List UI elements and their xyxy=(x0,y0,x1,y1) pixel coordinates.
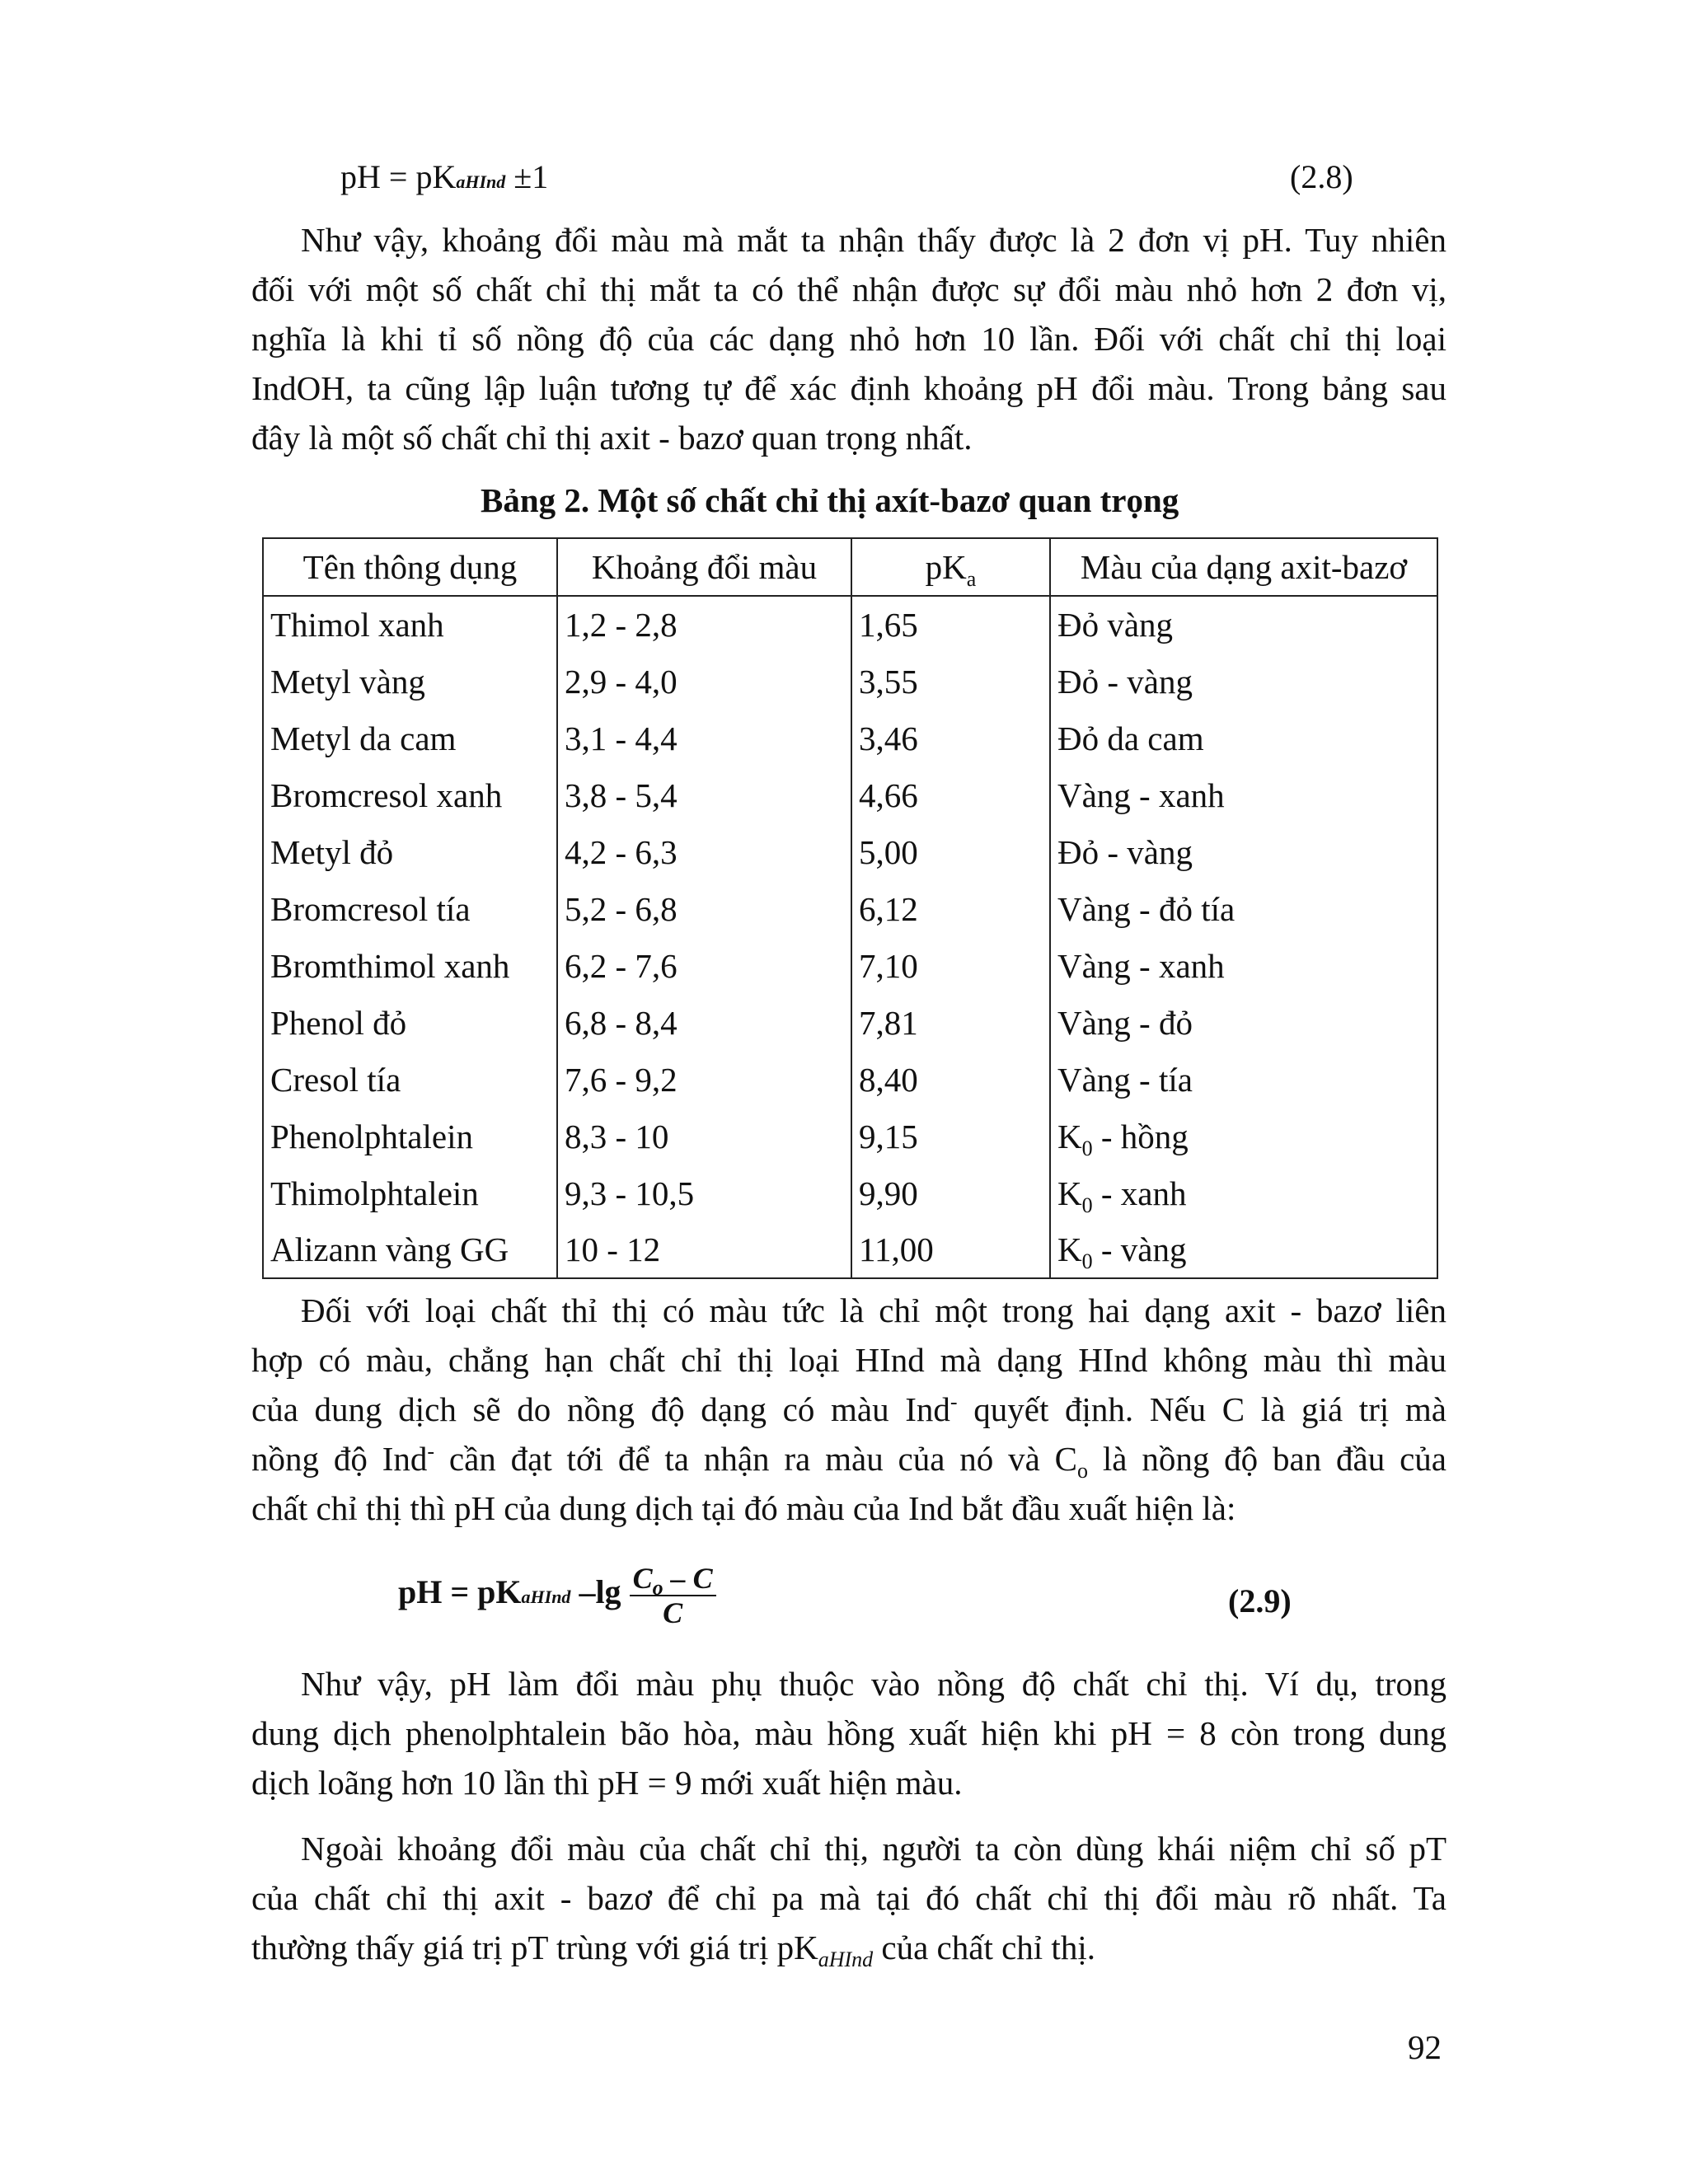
header-pka xyxy=(851,538,1050,596)
cell-pka: 6,12 xyxy=(851,880,1050,937)
subscript: aHInd xyxy=(818,1947,874,1972)
cell-range: 8,3 - 10 xyxy=(557,1108,851,1165)
fraction-numerator xyxy=(630,1562,716,1601)
table-caption: Bảng 2. Một số chất chỉ thị axít-bazơ quan trọng xyxy=(481,481,1179,519)
text: của dung dịch sẽ do nồng độ dạng có màu Ind xyxy=(251,1390,950,1428)
paragraph-line: nghĩa là khi tỉ số nồng độ của các dạng nhỏ hơn 10 lần. Đối với chất chỉ thị loại xyxy=(251,320,1447,358)
header-name: Tên thông dụng xyxy=(263,538,557,596)
table-row xyxy=(263,766,1437,823)
fraction-denominator: C xyxy=(663,1596,683,1629)
paragraph-line: Như vậy, khoảng đổi màu mà mắt ta nhận thấy được là 2 đơn vị pH. Tuy nhiên xyxy=(301,221,1447,259)
color-k-sub: 0 xyxy=(1081,1136,1093,1160)
formula-lhs: pH = pK xyxy=(340,158,457,195)
text: thường thấy giá trị pT trùng với giá trị pK xyxy=(251,1929,818,1966)
cell-pka: 1,65 xyxy=(851,596,1050,653)
cell-color: Đỏ - vàng xyxy=(1050,653,1437,710)
paragraph-line: Đối với loại chất thỉ thị có màu tức là chỉ một trong hai dạng axit - bazơ liên xyxy=(301,1291,1447,1329)
cell-name: Metyl vàng xyxy=(263,653,557,710)
formula-mid: –lg xyxy=(570,1573,621,1611)
cell-pka: 7,81 xyxy=(851,994,1050,1051)
cell-color: Vàng - xanh xyxy=(1050,937,1437,994)
formula-2-9 xyxy=(398,1562,716,1629)
paragraph-line xyxy=(251,1389,1447,1430)
paragraph-line: của chất chỉ thị axit - bazơ để chỉ pa mà tại đó chất chỉ thị đổi màu rõ nhất. Ta xyxy=(251,1879,1447,1917)
paragraph-line: Như vậy, pH làm đổi màu phụ thuộc vào nồng độ chất chỉ thị. Ví dụ, trong xyxy=(301,1665,1447,1703)
subscript: o xyxy=(1077,1459,1089,1483)
table-row xyxy=(263,1108,1437,1165)
cell-color: Vàng - đỏ xyxy=(1050,994,1437,1051)
cell-pka: 11,00 xyxy=(851,1221,1050,1278)
cell-name: Thimolphtalein xyxy=(263,1165,557,1221)
paragraph-line: Ngoài khoảng đổi màu của chất chỉ thị, người ta còn dùng khái niệm chỉ số pT xyxy=(301,1830,1447,1868)
color-k-sub: 0 xyxy=(1081,1193,1093,1217)
paragraph-line xyxy=(251,1927,1447,1972)
cell-name: Bromthimol xanh xyxy=(263,937,557,994)
superscript: - xyxy=(950,1390,958,1414)
page-number: 92 xyxy=(1408,2028,1442,2066)
cell-pka: 3,55 xyxy=(851,653,1050,710)
paragraph-line: hợp có màu, chẳng hạn chất chỉ thị loại HInd mà dạng HInd không màu thì màu xyxy=(251,1341,1447,1379)
cell-range: 9,3 - 10,5 xyxy=(557,1165,851,1221)
color-k-sub: 0 xyxy=(1081,1249,1093,1274)
numerator-rest: – C xyxy=(663,1562,713,1595)
cell-name: Cresol tía xyxy=(263,1051,557,1108)
paragraph-line xyxy=(251,1438,1447,1483)
text: nồng độ Ind xyxy=(251,1440,428,1478)
superscript: - xyxy=(427,1439,435,1464)
text: của chất chỉ thị. xyxy=(873,1929,1095,1966)
cell-pka: 5,00 xyxy=(851,823,1050,880)
cell-color xyxy=(1050,1165,1437,1221)
cell-name: Metyl đỏ xyxy=(263,823,557,880)
cell-range: 3,8 - 5,4 xyxy=(557,766,851,823)
cell-color: Đỏ vàng xyxy=(1050,596,1437,653)
color-rest: - vàng xyxy=(1092,1230,1187,1268)
text: quyết định. Nếu C là giá trị mà xyxy=(957,1390,1447,1428)
table-row xyxy=(263,823,1437,880)
text: cần đạt tới để ta nhận ra màu của nó và C xyxy=(434,1440,1078,1478)
cell-color: Vàng - xanh xyxy=(1050,766,1437,823)
paragraph-line: IndOH, ta cũng lập luận tương tự để xác định khoảng pH đổi màu. Trong bảng sau xyxy=(251,369,1447,407)
table-header-row xyxy=(263,538,1437,596)
equation-number-2-9: (2.9) xyxy=(1228,1582,1292,1619)
header-pka-sub: a xyxy=(966,567,977,592)
cell-name: Phenolphtalein xyxy=(263,1108,557,1165)
numerator-c: C xyxy=(632,1562,653,1595)
cell-name: Bromcresol tía xyxy=(263,880,557,937)
cell-name: Alizann vàng GG xyxy=(263,1221,557,1278)
cell-color: Đỏ da cam xyxy=(1050,710,1437,766)
cell-pka: 9,90 xyxy=(851,1165,1050,1221)
cell-range: 4,2 - 6,3 xyxy=(557,823,851,880)
text: là nồng độ ban đầu của xyxy=(1088,1440,1447,1478)
color-k: K xyxy=(1057,1117,1082,1155)
formula-rhs: ±1 xyxy=(505,158,549,195)
formula-subscript: aHInd xyxy=(521,1586,571,1608)
table-row xyxy=(263,994,1437,1051)
cell-range: 3,1 - 4,4 xyxy=(557,710,851,766)
cell-range: 6,8 - 8,4 xyxy=(557,994,851,1051)
color-k: K xyxy=(1057,1174,1082,1212)
cell-color: Vàng - đỏ tía xyxy=(1050,880,1437,937)
table-row xyxy=(263,1221,1437,1278)
table-row xyxy=(263,880,1437,937)
paragraph-line: chất chỉ thị thì pH của dung dịch tại đó màu của Ind bắt đầu xuất hiện là: xyxy=(251,1489,1236,1527)
cell-name: Metyl da cam xyxy=(263,710,557,766)
header-color: Màu của dạng axit-bazơ xyxy=(1050,538,1437,596)
cell-pka: 9,15 xyxy=(851,1108,1050,1165)
cell-range: 1,2 - 2,8 xyxy=(557,596,851,653)
table-row xyxy=(263,653,1437,710)
paragraph-line: dung dịch phenolphtalein bão hòa, màu hồng xuất hiện khi pH = 8 còn trong dung xyxy=(251,1714,1447,1752)
formula-lhs: pH = pK xyxy=(398,1573,522,1611)
cell-name: Thimol xanh xyxy=(263,596,557,653)
cell-range: 2,9 - 4,0 xyxy=(557,653,851,710)
cell-name: Phenol đỏ xyxy=(263,994,557,1051)
cell-color xyxy=(1050,1108,1437,1165)
cell-pka: 4,66 xyxy=(851,766,1050,823)
cell-pka: 3,46 xyxy=(851,710,1050,766)
cell-name: Bromcresol xanh xyxy=(263,766,557,823)
cell-pka: 8,40 xyxy=(851,1051,1050,1108)
cell-color: Đỏ - vàng xyxy=(1050,823,1437,880)
header-pka-main: pK xyxy=(925,548,967,586)
indicator-table xyxy=(262,537,1438,1279)
color-k: K xyxy=(1057,1230,1082,1268)
cell-color xyxy=(1050,1221,1437,1278)
cell-range: 10 - 12 xyxy=(557,1221,851,1278)
table-row xyxy=(263,1051,1437,1108)
cell-range: 6,2 - 7,6 xyxy=(557,937,851,994)
fraction xyxy=(630,1562,716,1629)
color-rest: - hồng xyxy=(1092,1117,1189,1155)
paragraph-line: đây là một số chất chỉ thị axit - bazơ quan trọng nhất. xyxy=(251,419,973,457)
cell-range: 5,2 - 6,8 xyxy=(557,880,851,937)
cell-range: 7,6 - 9,2 xyxy=(557,1051,851,1108)
table-row xyxy=(263,596,1437,653)
paragraph-line: đối với một số chất chỉ thị mắt ta có thể nhận được sự đổi màu nhỏ hơn 2 đơn vị, xyxy=(251,270,1447,308)
table-row xyxy=(263,1165,1437,1221)
formula-subscript: aHInd xyxy=(456,171,506,192)
color-rest: - xanh xyxy=(1092,1174,1187,1212)
numerator-sub: o xyxy=(652,1576,663,1601)
cell-pka: 7,10 xyxy=(851,937,1050,994)
paragraph-line: dịch loãng hơn 10 lần thì pH = 9 mới xuất hiện màu. xyxy=(251,1764,963,1802)
formula-2-8 xyxy=(340,157,548,203)
header-range: Khoảng đổi màu xyxy=(557,538,851,596)
cell-color: Vàng - tía xyxy=(1050,1051,1437,1108)
table-row xyxy=(263,710,1437,766)
equation-number-2-8: (2.8) xyxy=(1290,158,1353,195)
table-row xyxy=(263,937,1437,994)
